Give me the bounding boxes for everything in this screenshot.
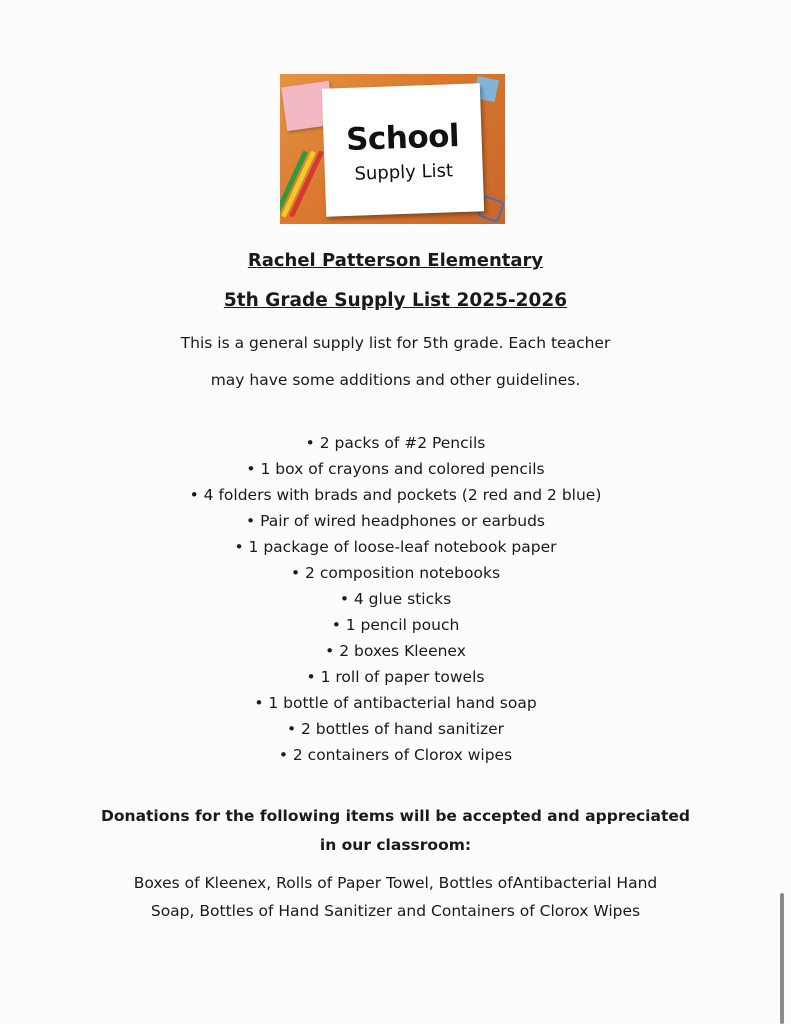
vertical-scrollbar[interactable] xyxy=(780,893,784,1024)
banner-title: School xyxy=(345,118,460,158)
list-item: • 4 glue sticks xyxy=(339,590,452,608)
list-item: • 1 pencil pouch xyxy=(331,616,460,634)
list-item: • 1 bottle of antibacterial hand soap xyxy=(254,694,537,712)
list-title: 5th Grade Supply List 2025-2026 xyxy=(223,290,568,311)
list-item: • 1 roll of paper towels xyxy=(306,668,485,686)
list-item: • 1 package of loose-leaf notebook paper xyxy=(234,538,557,556)
donations-heading-line-1: Donations for the following items will be accepted and appreciated xyxy=(101,807,690,825)
list-item: • Pair of wired headphones or earbuds xyxy=(246,512,545,530)
school-supply-banner-image xyxy=(280,74,505,224)
list-item: • 1 box of crayons and colored pencils xyxy=(246,460,545,478)
intro-text-line-2: may have some additions and other guidelines. xyxy=(210,371,581,389)
list-item: • 2 boxes Kleenex xyxy=(325,642,466,660)
supply-list xyxy=(0,430,791,768)
list-item: • 2 composition notebooks xyxy=(290,564,501,582)
list-item: • 4 folders with brads and pockets (2 red and 2 blue) xyxy=(189,486,602,504)
donation-items-line-1: Boxes of Kleenex, Rolls of Paper Towel, Bottles ofAntibacterial Hand xyxy=(133,874,658,892)
school-name: Rachel Patterson Elementary xyxy=(247,250,544,271)
list-item: • 2 bottles of hand sanitizer xyxy=(286,720,505,738)
list-item: • 2 containers of Clorox wipes xyxy=(278,746,513,764)
donations-heading-line-2: in our classroom: xyxy=(319,836,472,854)
donation-items-line-2: Soap, Bottles of Hand Sanitizer and Containers of Clorox Wipes xyxy=(150,902,641,920)
banner-subtitle: Supply List xyxy=(354,160,454,185)
banner-card xyxy=(322,83,484,216)
list-item: • 2 packs of #2 Pencils xyxy=(305,434,486,452)
intro-text-line-1: This is a general supply list for 5th grade. Each teacher xyxy=(180,334,611,352)
